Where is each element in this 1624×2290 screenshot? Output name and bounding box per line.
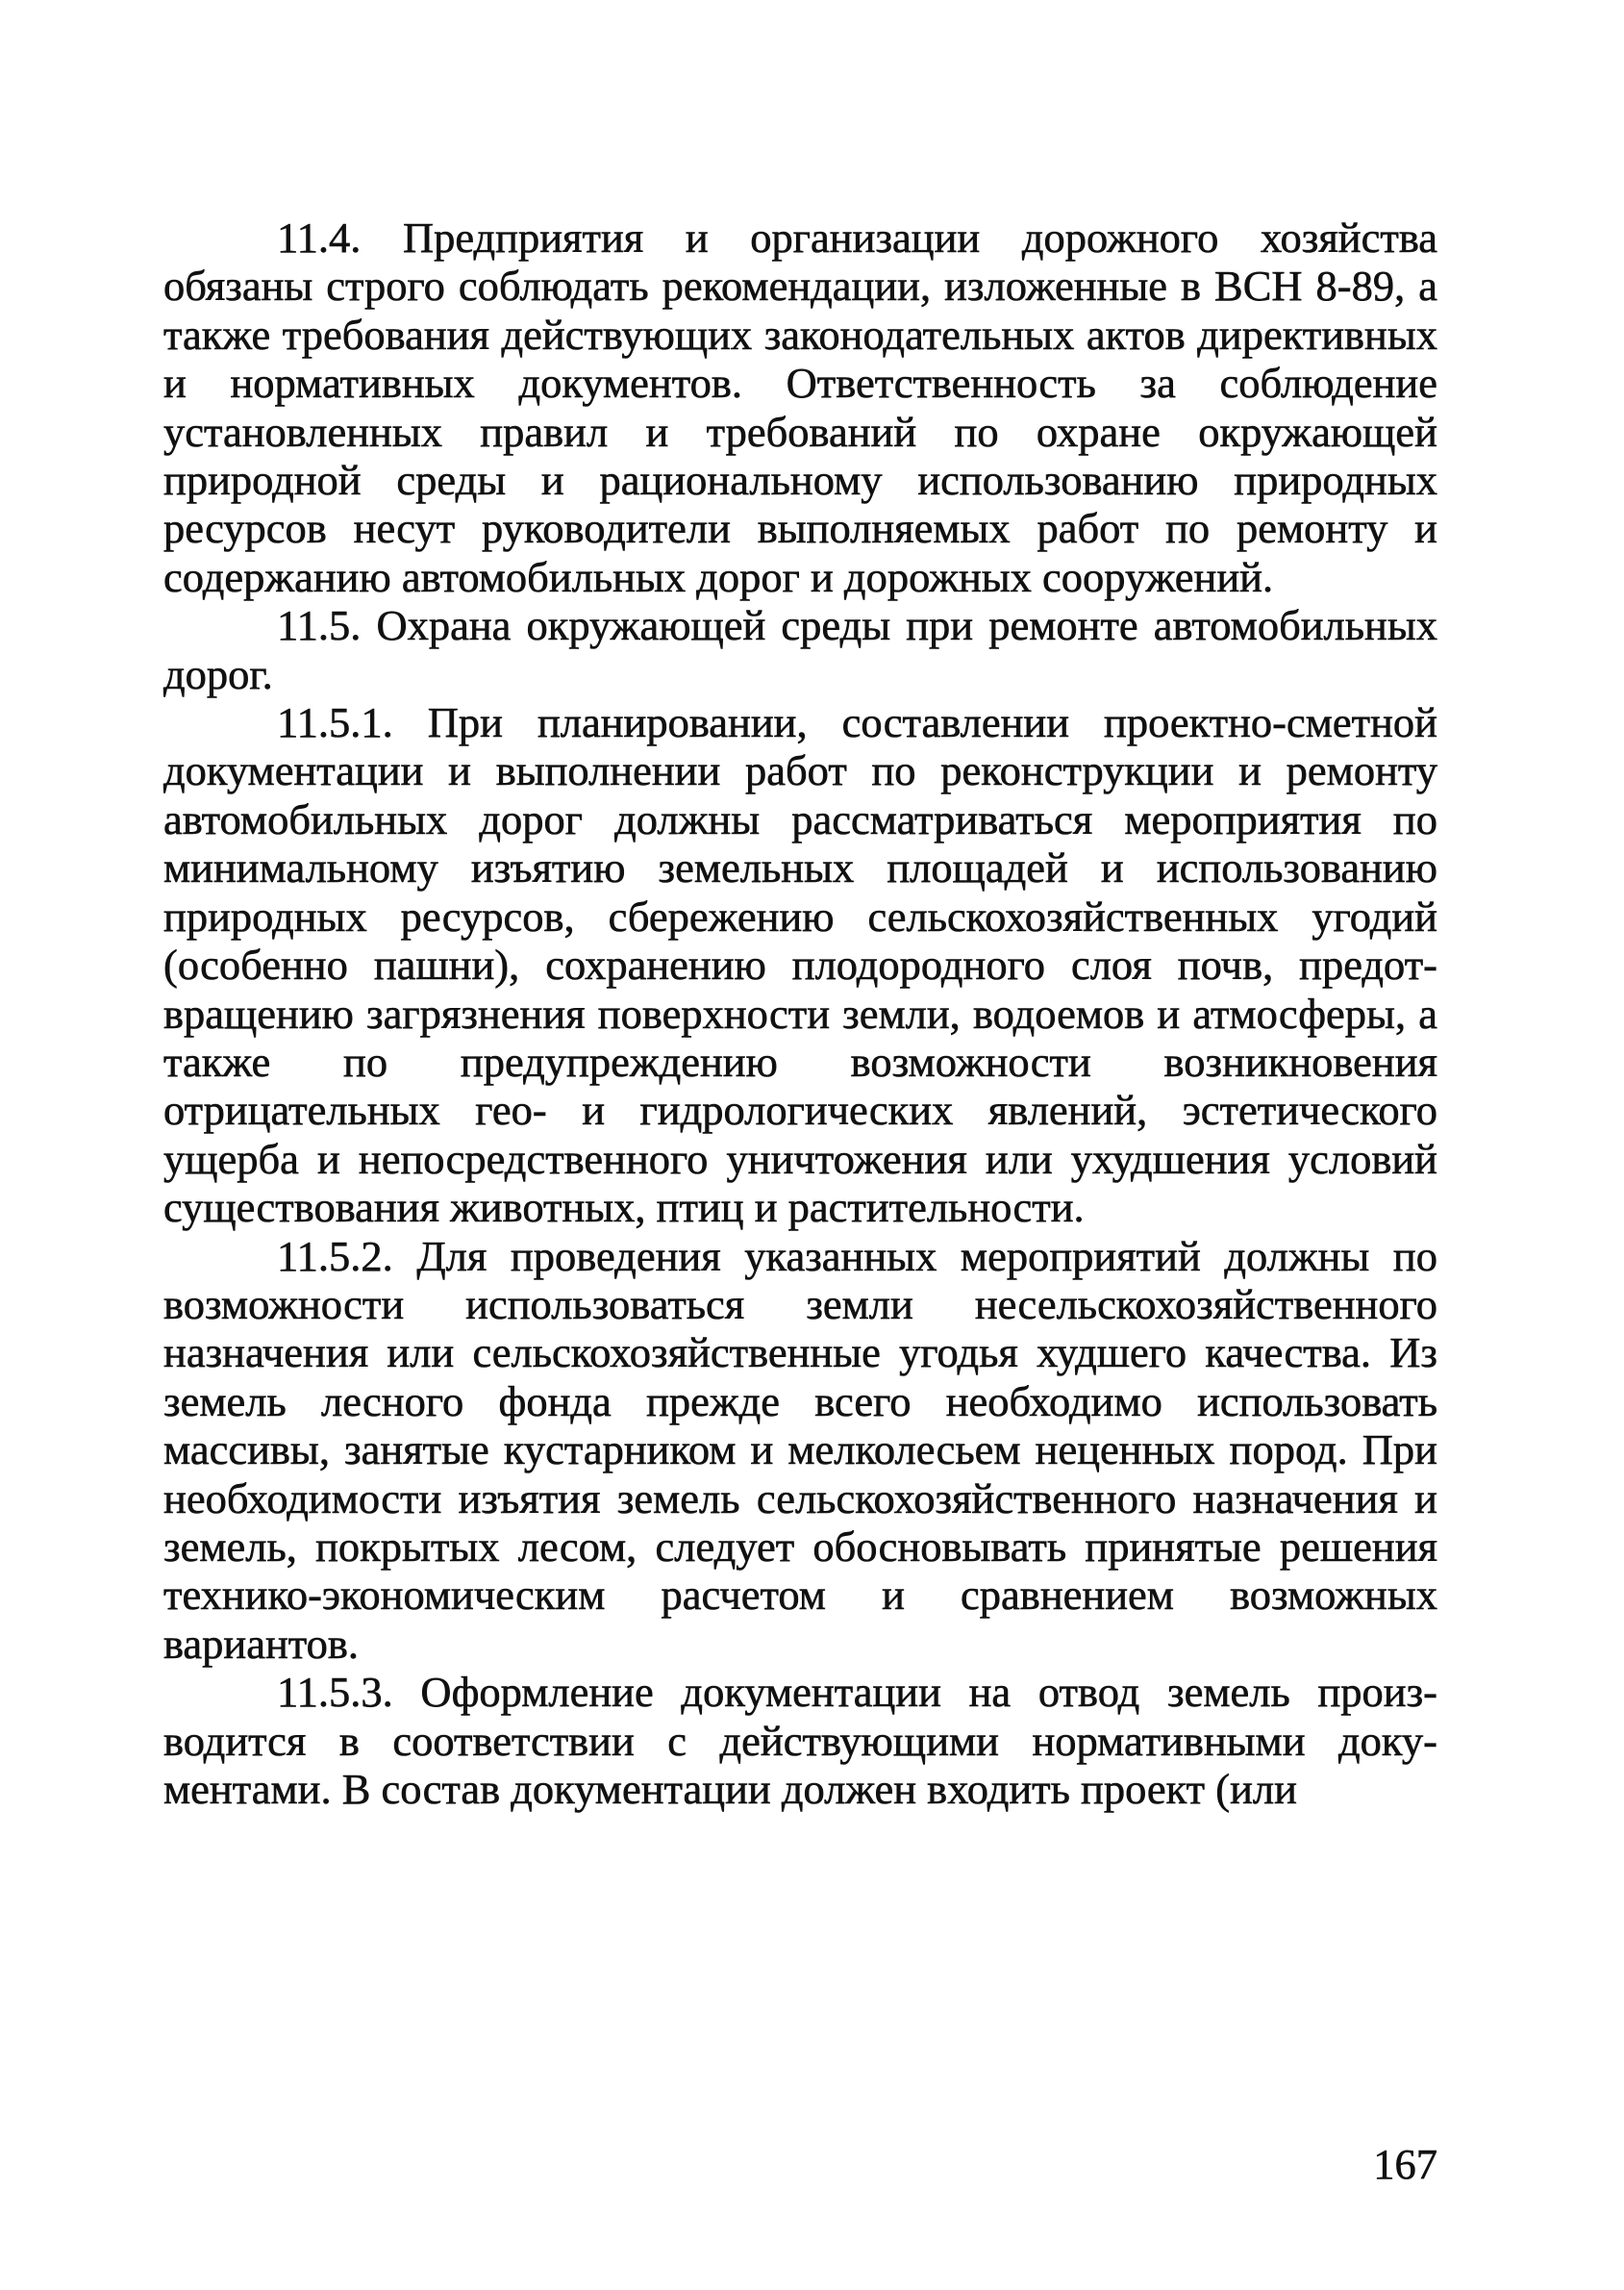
paragraph-11-5-2: 11.5.2. Для проведения указанных мероприятий должны по возможности использоваться земли несельскохозяйственного назначения или сельскохозяйственные угодья худшего качества. Из земель лесного фонда прежде всего необходимо использовать массивы, занятые кустарником и мелколесьем неценных пород. При необходимости изъятия земель сельскохозяйственного назначения и земель, покрытых лесом, следует обосновывать принятые решения технико-экономическим расчетом и сравнением возможных вариантов. (163, 1231, 1437, 1668)
paragraph-11-5-1: 11.5.1. При планировании, составлении проектно-сметной документации и выполнении работ по реконструкции и ремонту автомобильных дорог должны рассматриваться мероприятия по минимальному изъятию земельных площадей и использованию природных ресурсов, сбережению сельскохозяйственных угодий (особенно пашни), сохранению плодородного слоя почв, предотвращению загрязнения поверхности земли, водоемов и атмосферы, а также по предупреждению возможности возникновения отрицательных гео- и гидрологических явлений, эстетического ущерба и непосредственного уничтожения или ухудшения условий существования животных, птиц и растительности. (163, 698, 1437, 1232)
body-text (163, 214, 1437, 1813)
paragraph-11-5: 11.5. Охрана окружающей среды при ремонте автомобильных дорог. (163, 601, 1437, 698)
page-number: 167 (1373, 2140, 1437, 2188)
paragraph-11-4: 11.4. Предприятия и организации дорожного хозяйства обязаны строго соблюдать рекомендации, изложенные в ВСН 8-89, а также требования действующих законодательных актов директивных и нормативных документов. Ответственность за соблюдение установленных правил и требований по охране окружающей природной среды и рациональному использованию природных ресурсов несут руководители выполняемых работ по ремонту и содержанию автомобильных дорог и дорожных сооружений. (163, 214, 1437, 601)
paragraph-11-5-3: 11.5.3. Оформление документации на отвод земель производится в соответствии с действующими нормативными документами. В состав документации должен входить проект (или (163, 1668, 1437, 1813)
